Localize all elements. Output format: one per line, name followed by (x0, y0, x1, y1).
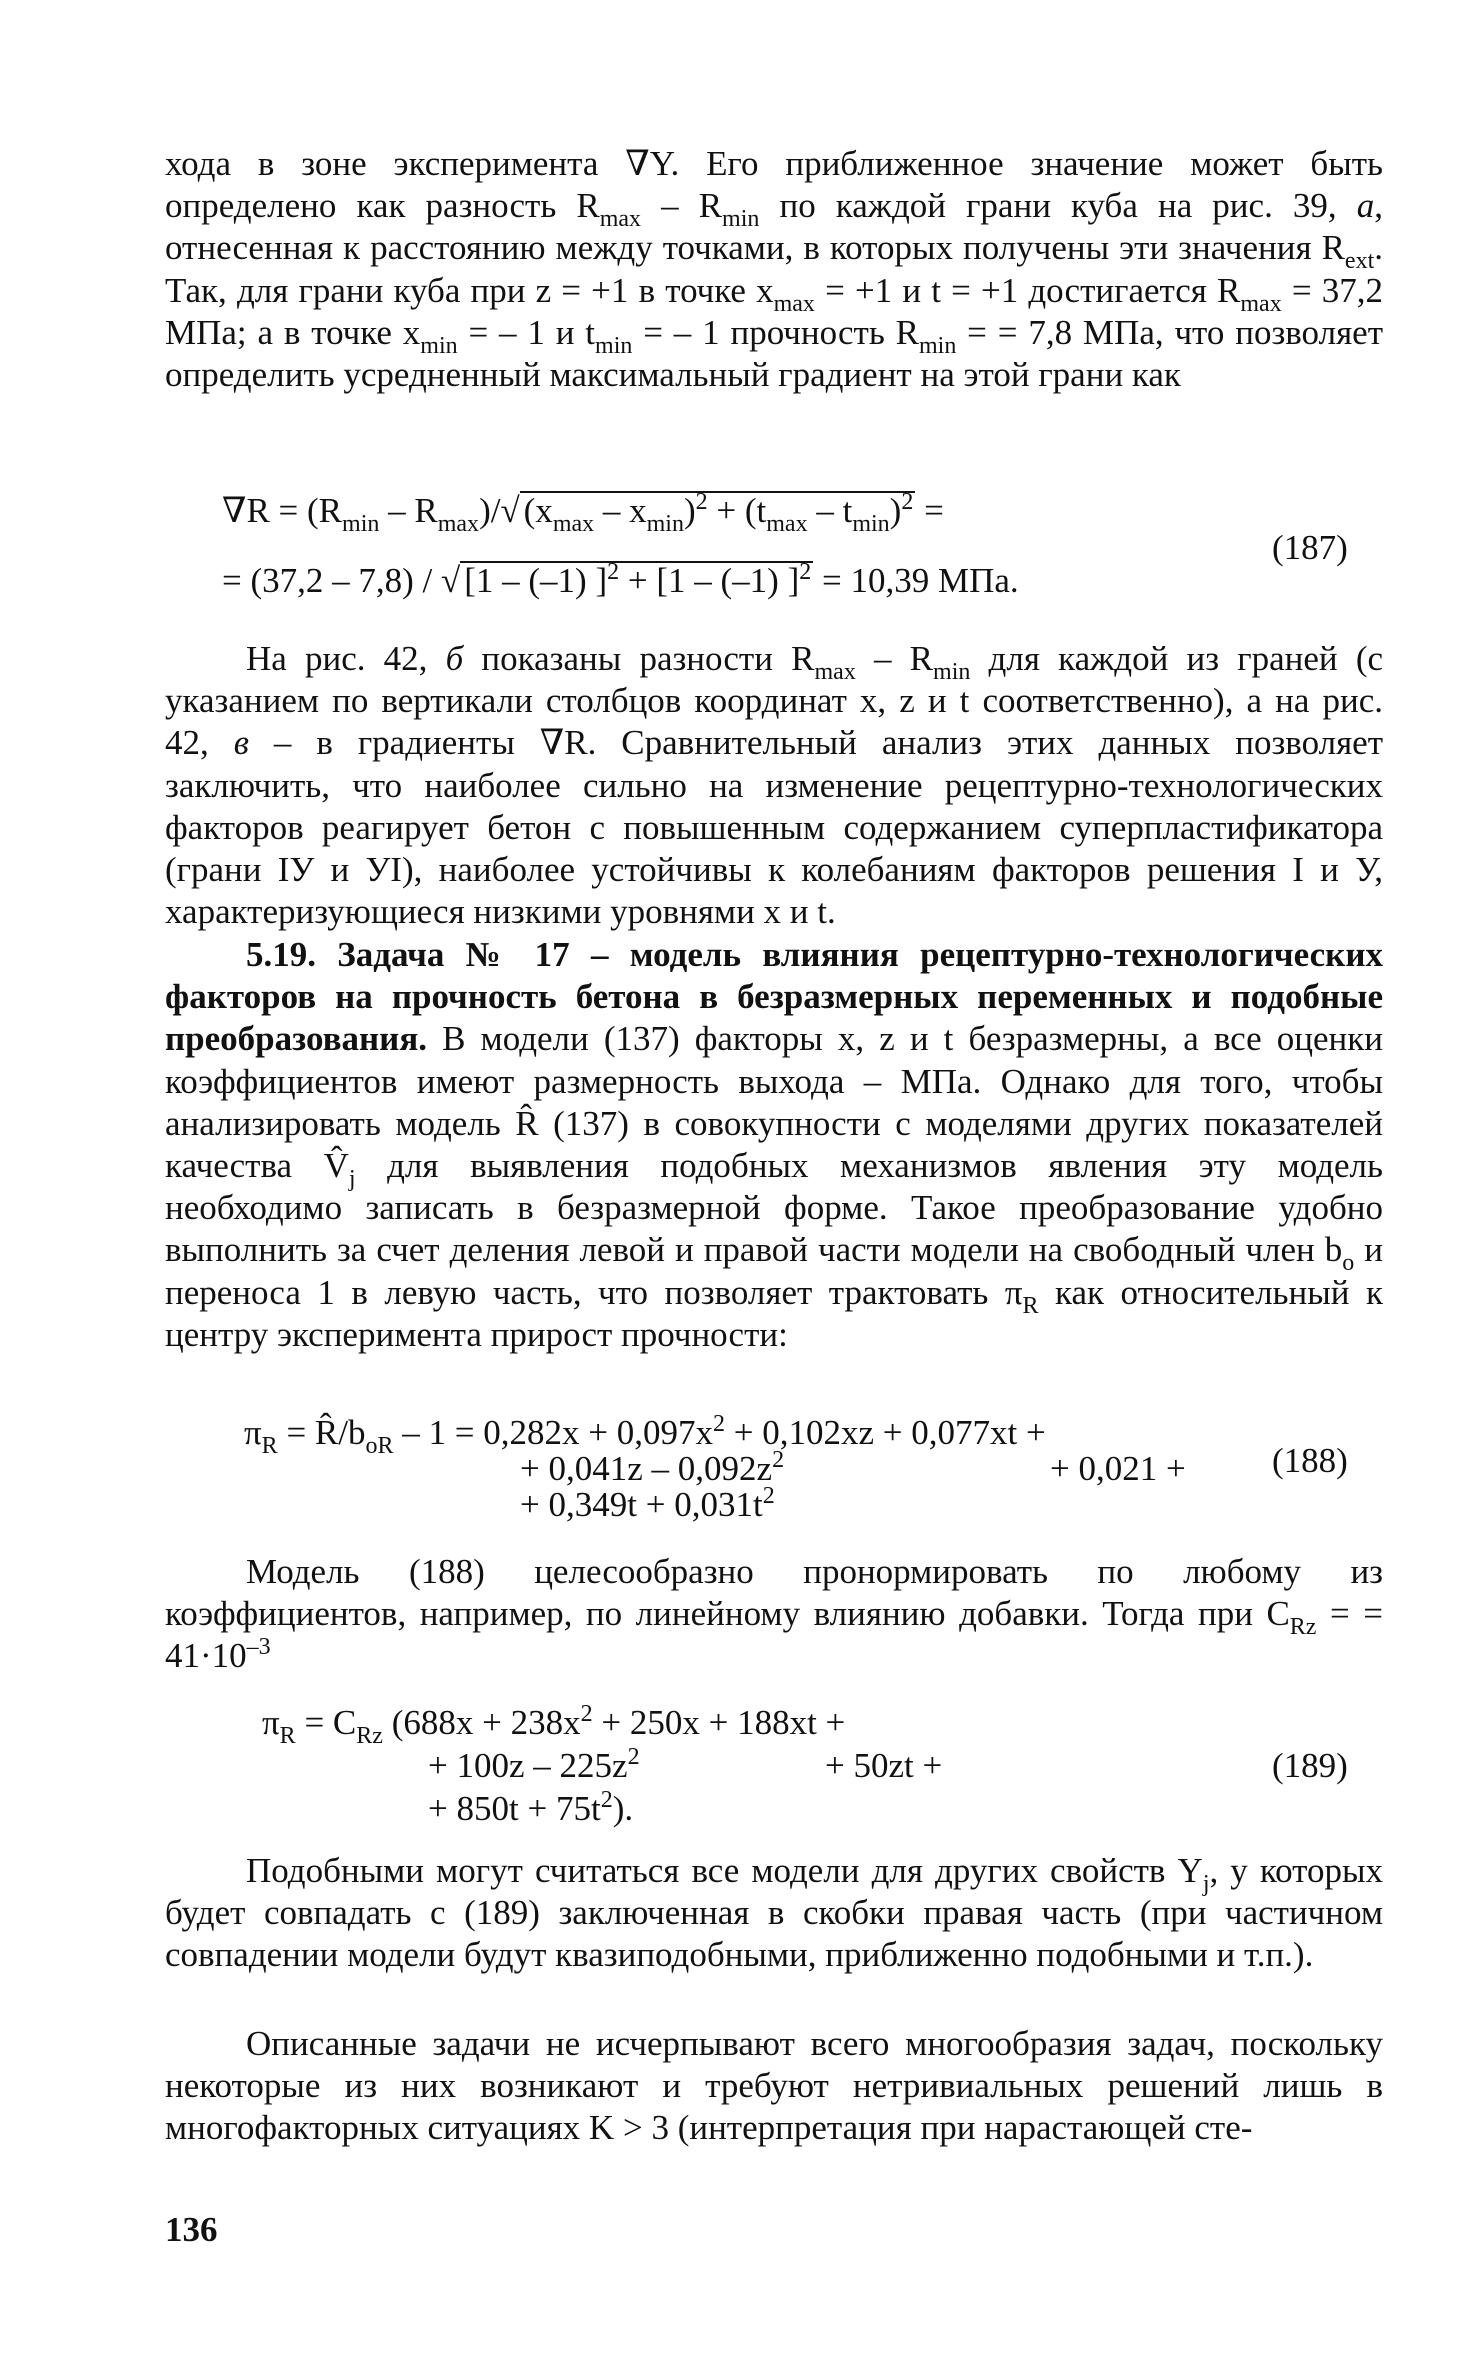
equation-187-line-1: $\nabla R = (R_{min} - R_{max})/√$ $(x_{max} - x_{min})^2 + (t_{max} - t_{min})^2$ = (222, 489, 944, 537)
equation-187-number: (187) (1272, 528, 1348, 567)
equation-188-number: (188) (1272, 1441, 1348, 1480)
equation-188-line-3: + $0,349t + 0,031t^2$ (520, 1483, 775, 1524)
equation-188-line-1: $\pi_R$ = $R̂/b_{oR} - 1 = 0,282x + 0,097x^2 + 0,102xz + 0,077xt$ + (244, 1411, 1046, 1459)
equation-189-line-2-right: + 50zt + (825, 1746, 943, 1785)
equation-189-line-2: + $100z - 225z^2$ (428, 1744, 640, 1785)
equation-188-line-2-right: + 0,021 + (1050, 1449, 1186, 1488)
equation-189-line-3: + $850t + 75t^2$). (428, 1787, 634, 1828)
section-5-19: 5.19. Задача № 17 – модель влияния рецептурно-технологических факторов на прочность бетона в безразмерных переменных и подобные преобразования. В модели (137) факторы x, z и t безразмерны, а все оценки коэффициентов имеют размерность выхода – МПа. Однако для того, чтобы анализировать модель R̂ (137) в совокупности с моделями других показателей качества $V̂_j$ для выявления подобных механизмов явления эту модель необходимо записать в безразмерной форме. Такое преобразование удобно выполнить за счет деления левой и правой части модели на свободный член $b_o$ и переноса 1 в левую часть, что позволяет трактовать $\pi_R$ как относительный к центру эксперимента прирост прочности: (165, 935, 1383, 1354)
equation-188-line-2: + $0,041z - 0,092z^2$ (520, 1447, 785, 1488)
paragraph-normalization: Модель (188) целесообразно пронормировать по любому из коэффициентов, например, по линейному влиянию добавки. Тогда при $C_{Rz}$ = = $41\cdot 10^{-3}$ (165, 1552, 1383, 1676)
page-number: 136 (165, 2210, 218, 2249)
equation-187-line-2: = (37,2 – 7,8) / √ [1 – (–1) ]$^2$ + [1 – (–1) ]$^2$ = 10,39 МПа. (222, 559, 1019, 600)
paragraph-similar-models: Подобными могут считаться все модели для других свойств $Y_j$, у которых будет совпадать с (189) заключенная в скобки правая часть (при частичном совпадении модели будут квазиподобными, приближенно подобными и т.п.). (165, 1851, 1383, 1975)
section-heading: 5.19. Задача № 17 – модель влияния рецептурно-технологических факторов на прочность бетона в безразмерных переменных и подобные преобразования. (165, 935, 1383, 1059)
equation-189-number: (189) (1272, 1746, 1348, 1785)
paragraph-conclusion: Описанные задачи не исчерпывают всего многообразия задач, поскольку некоторые из них возникают и требуют нетривиальных решений лишь в многофакторных ситуациях K > 3 (интерпретация при нарастающей сте- (165, 2024, 1383, 2148)
paragraph-figure-42: На рис. 42, б показаны разности $R_{max} - R_{min}$ для каждой из граней (с указанием по вертикали столбцов координат x, z и t соответственно), а на рис. 42, в – в градиенты ∇R. Сравнительный анализ этих данных позволяет заключить, что наиболее сильно на изменение рецептурно-технологических факторов реагирует бетон с повышенным содержанием суперпластификатора (грани IУ и УI), наиболее устойчивы к колебаниям факторов решения I и У, характеризующиеся низкими уровнями x и t. (165, 639, 1384, 932)
intro-paragraph: хода в зоне эксперимента ∇Y. Его приближенное значение может быть определено как разность $R_{max} - R_{min}$ по каждой грани куба на рис. 39, а, отнесенная к расстоянию между точками, в которых получены эти значения $R_{ext}$. Так, для грани куба при z = +1 в точке $x_{max} = +1$ и t = +1 достигается $R_{max} = 37,2$ МПа; а в точке $x_{min}$ = – 1 и $t_{min}$ = – 1 прочность $R_{min}$ = = 7,8 МПа, что позволяет определить усредненный максимальный градиент на этой грани как (165, 144, 1384, 395)
equation-189-line-1: $\pi_R = C_{Rz}$ ($688x + 238x^2 + 250x + 188xt$ + (262, 1701, 846, 1749)
